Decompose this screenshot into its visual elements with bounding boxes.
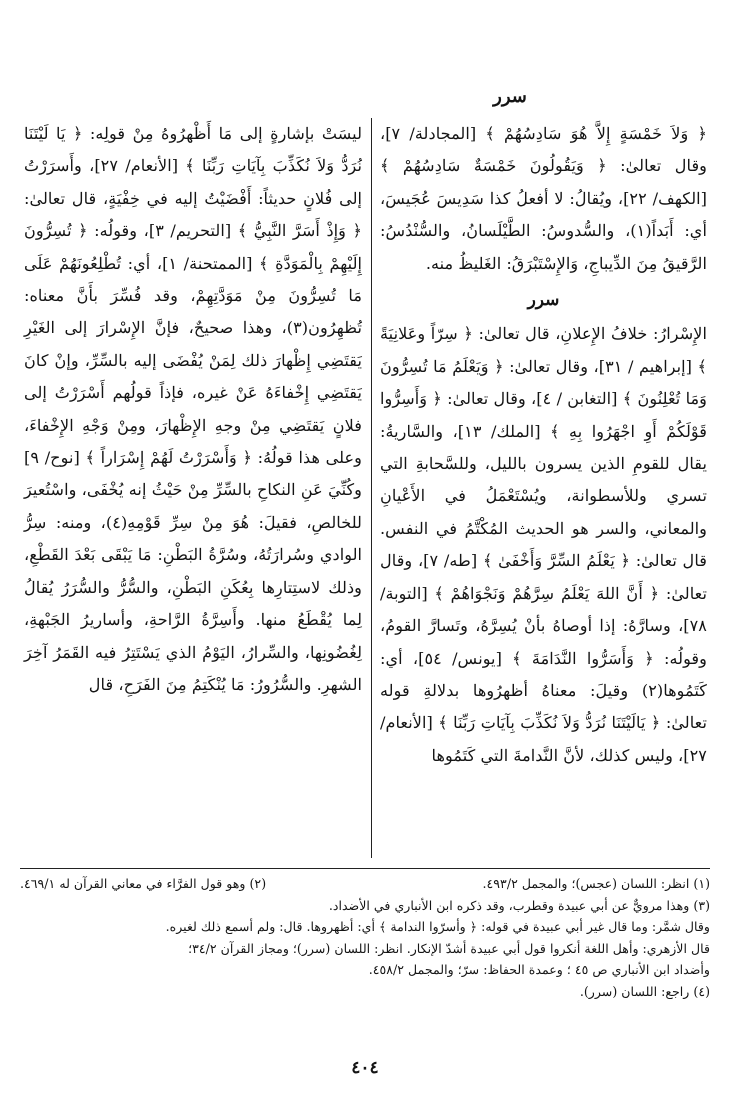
entry-headword: سرر (527, 290, 560, 311)
column-divider (371, 118, 372, 858)
running-head: سرر (493, 86, 527, 107)
page-number: ٤٠٤ (351, 1058, 379, 1078)
right-column (374, 118, 708, 772)
footnote-3-line-4: وأضداد ابن الأنباري ص ٤٥ ؛ وعمدة الحفاظ: سرّ؛ والمجمل ٤٥٨/٢. (368, 962, 710, 977)
footnote-divider (20, 868, 710, 869)
footnote-3-line-2: وقال شمَّر: وما قال غير أبي عبيدة في قوله: ﴿ وأسرّوا الندامة ﴾ أي: أظهروها. قال: ولم أسمع ذلك لغيره. (165, 919, 710, 934)
footnote-1: (١) انظر: اللسان (عجس)؛ والمجمل ٤٩٣/٢. (482, 876, 710, 891)
footnote-3-line-3: قال الأزهري: وأهل اللغة أنكروا قول أبي عبيدة أشدّ الإنكار. انظر: اللسان (سرر)؛ ومجاز القرآن ٣٤/٢؛ (188, 940, 710, 956)
footnote-3-line-1: (٣) وهذا مرويٌّ عن أبي عبيدة وقطرب، وقد ذكره ابن الأنباري في الأضداد. (328, 897, 710, 913)
footnotes (20, 873, 710, 1002)
footnote-4: (٤) راجع: اللسان (سرر). (579, 983, 710, 999)
right-column-paragraph-1: ﴿ وَلاَ خَمْسَةٍ إِلاَّ هُوَ سَادِسُهُمْ ﴾ [المجادلة/ ٧]، وقال تعالىٰ: ﴿ وَيَقُولُونَ خَمْسَةٌ سَادِسُهُمْ ﴾ [الكهف/ ٢٢]، ويُقالُ: لا أفعلُ كذا سَدِيسَ عُجَيسَ، أي: أَبَداً(١)، والسُّدوسُ: الطَّيْلَسانُ، والسُّنْدُسُ: الرَّقيقُ مِنَ الدِّيباجِ، وَالإِسْتَبْرَقُ: الغَليظُ منه. (374, 124, 707, 273)
footnote-row (20, 873, 710, 895)
footnote-2: (٢) وهو قول الفرَّاء في معاني القرآن له ٤٦٩/١. (20, 876, 267, 891)
left-column (18, 118, 362, 701)
left-column-paragraph-1: ليسَتْ بإشارةٍ إلى مَا أَظْهرُوهُ مِنْ قولِه: ﴿ يَا لَيْتَنَا نُرَدُّ وَلاَ نُكَذِّبَ بِآيَاتِ رَبِّنَا ﴾ [الأنعام/ ٢٧]، وأَسرَرْتُ إلى فُلانٍ حديثاً: أَفْضَيْتُ إليه في خِفْيَةٍ، قال تعالىٰ: ﴿ وَإِذْ أَسَرَّ النَّبِيُّ ﴾ [التحريم/ ٣]، وقولُه: ﴿ تُسِرُّونَ إِلَيْهِمْ بِالْمَوَدَّةِ ﴾ [الممتحنة/ ١]، أي: تُطْلِعُونَهُمْ عَلَى مَا تُسِرُّونَ مِنْ مَوَدَّتِهِمْ، وقد فُسِّرَ بأَنَّ معناه: تُظهِرُون(٣)، وهذا صحيحٌ، فإنَّ الإِسْرارَ إلى الغَيْرِ يَقتَضِي إِظْهارَ ذلك لِمَنْ يُفْضَى إليه بالسِّرِّ، وإنْ كانَ يَقتَضِي إِخْفاءَهُ عَنْ غيره، فإذاً قولُهم أَسْرَرْتُ إلى فلانٍ يَقتَضِي مِنْ وجهِ الإِظْهارَ، ومِنْ وَجْهِ الإِخْفاءَ، وعلى هذا قولُهُ: ﴿ وَأَسْرَرْتُ لَهُمْ إِسْرَاراً ﴾ [نوح/ ٩] وكُنِّيَ عَنِ النكاحِ بالسِّرِّ مِنْ حَيْثُ إنه يُخْفَى، واسْتُعيرَ للخالصِ، فقيلَ: هُوَ مِنْ سِرِّ قَوْمِهِ(٤)، ومنه: سِرُّ الوادي وسُرارَتُهُ، وسُرَّةُ البَطْنِ: مَا يَبْقَى بَعْدَ القَطْعِ، وذلك لاستِتارِها بِعُكَنِ البَطْنِ، والسُّرُّ والسُّرَرُ يُقالُ لِما يُقْطَعُ منها. وأَسِرَّةُ الرَّاحةِ، وأساريرُ الجَبْهةِ، لِغُضُونِها، والسِّرارُ، اليَوْمُ الذي يَسْتَتِرُ فيه القَمَرُ آخِرَ الشهرِ. والسُّرُورُ: مَا يُنْكَتِمُ مِنَ الفَرَحِ، قال (18, 124, 362, 694)
right-column-paragraph-2: الإِسْرارُ: خلافُ الإِعلانِ، قال تعالىٰ: ﴿ سِرّاً وعَلانِيَةً ﴾ [إبراهيم / ٣١]، وقال تعالىٰ: ﴿ وَيَعْلَمُ مَا تُسِرُّونَ وَمَا تُعْلِنُونَ ﴾ [التغابن / ٤]، وقال تعالىٰ: ﴿ وَأَسِرُّوا قَوْلَكُمْ أَوِ اجْهَرُوا بِهِ ﴾ [الملك/ ١٣]، والسَّاريةُ: يقال للقومِ الذين يسرون بالليل، وللسَّحابةِ التي تسري وللأسطوانة، ويُسْتَعْمَلُ في الأَعْيانِ والمعاني، والسر هو الحديث المُكْتَّمُ في النفس. قال تعالىٰ: ﴿ يَعْلَمُ السِّرَّ وَأَخْفَىٰ ﴾ [طه/ ٧]، وقال تعالىٰ: ﴿ أَنَّ اللهَ يَعْلَمُ سِرَّهُمْ وَنَجْوَاهُمْ ﴾ [التوبة/ ٧٨]، وسارَّهُ: إذا أوصاهُ بأنْ يُسِرَّهُ، وتَسارَّ القومُ، وقولُه: ﴿ وَأَسَرُّوا النَّدَامَةَ ﴾ [يونس/ ٥٤]، أي: كَتَمُوها(٢) وقيلَ: معناهُ أظهرُوها بدلالةِ قوله تعالىٰ: ﴿ يَالَيْتَنَا نُرَدُّ وَلاَ نُكَذِّبَ بِآيَاتِ رَبِّنَا ﴾ [الأنعام/ ٢٧]، وليس كذلك، لأنَّ النَّدامةَ التي كَتَمُوها (374, 324, 708, 765)
